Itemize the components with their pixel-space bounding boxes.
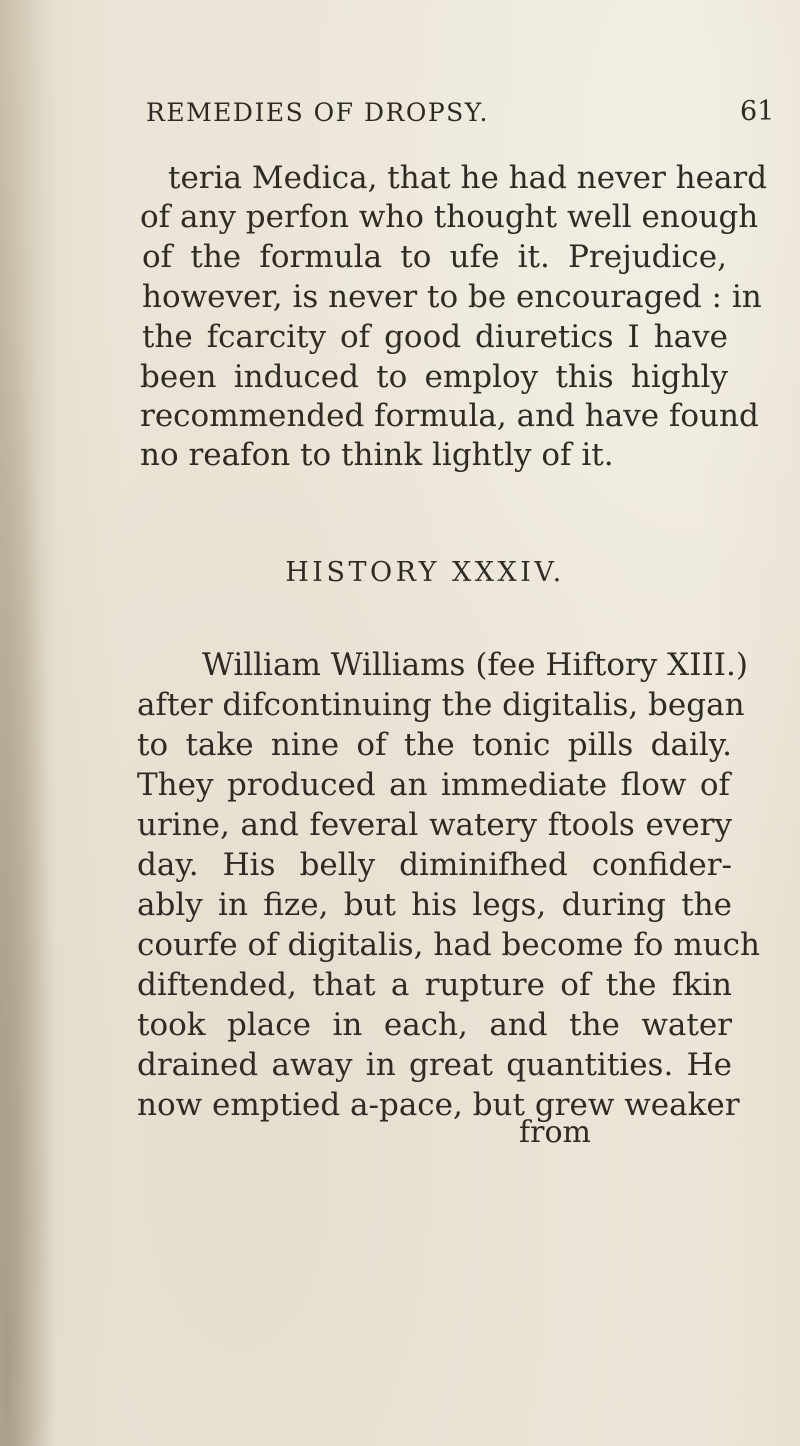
catchword: from — [519, 1115, 591, 1150]
text-line: however, is never to be encouraged : in — [142, 279, 762, 315]
text-line: drained away in great quantities. He — [137, 1047, 732, 1083]
text-line: of the formula to ufe it. Prejudice, — [142, 239, 727, 275]
text-line: diftended, that a rupture of the fkin — [137, 967, 732, 1003]
text-line: courfe of digitalis, had become fo much — [137, 927, 761, 963]
page-edge-stain — [0, 0, 70, 1446]
text-line: recommended formula, and have found — [140, 398, 759, 434]
text-line: day. His belly diminifhed confider- — [137, 847, 732, 883]
text-line: to take nine of the tonic pills daily. — [137, 727, 732, 763]
section-heading: HISTORY XXXIV. — [285, 557, 565, 588]
text-line: teria Medica, that he had never heard — [168, 160, 768, 196]
text-line: took place in each, and the water — [137, 1007, 732, 1043]
text-line: after difcontinuing the digitalis, began — [137, 687, 745, 723]
text-line: urine, and feveral watery ftools every — [137, 807, 732, 843]
text-line: They produced an immediate flow of — [137, 767, 730, 803]
text-line: William Williams (fee Hiftory XIII.) — [202, 647, 748, 683]
page-number: 61 — [740, 96, 775, 127]
text-line: now emptied a-pace, but grew weaker — [137, 1087, 740, 1123]
text-line: of any perfon who thought well enough — [140, 199, 759, 235]
text-line: the fcarcity of good diuretics I have — [142, 319, 728, 355]
running-head: REMEDIES OF DROPSY. — [146, 98, 489, 127]
text-line: ably in fize, but his legs, during the — [137, 887, 732, 923]
text-line: been induced to employ this highly — [140, 359, 728, 395]
text-line: no reafon to think lightly of it. — [140, 437, 614, 473]
